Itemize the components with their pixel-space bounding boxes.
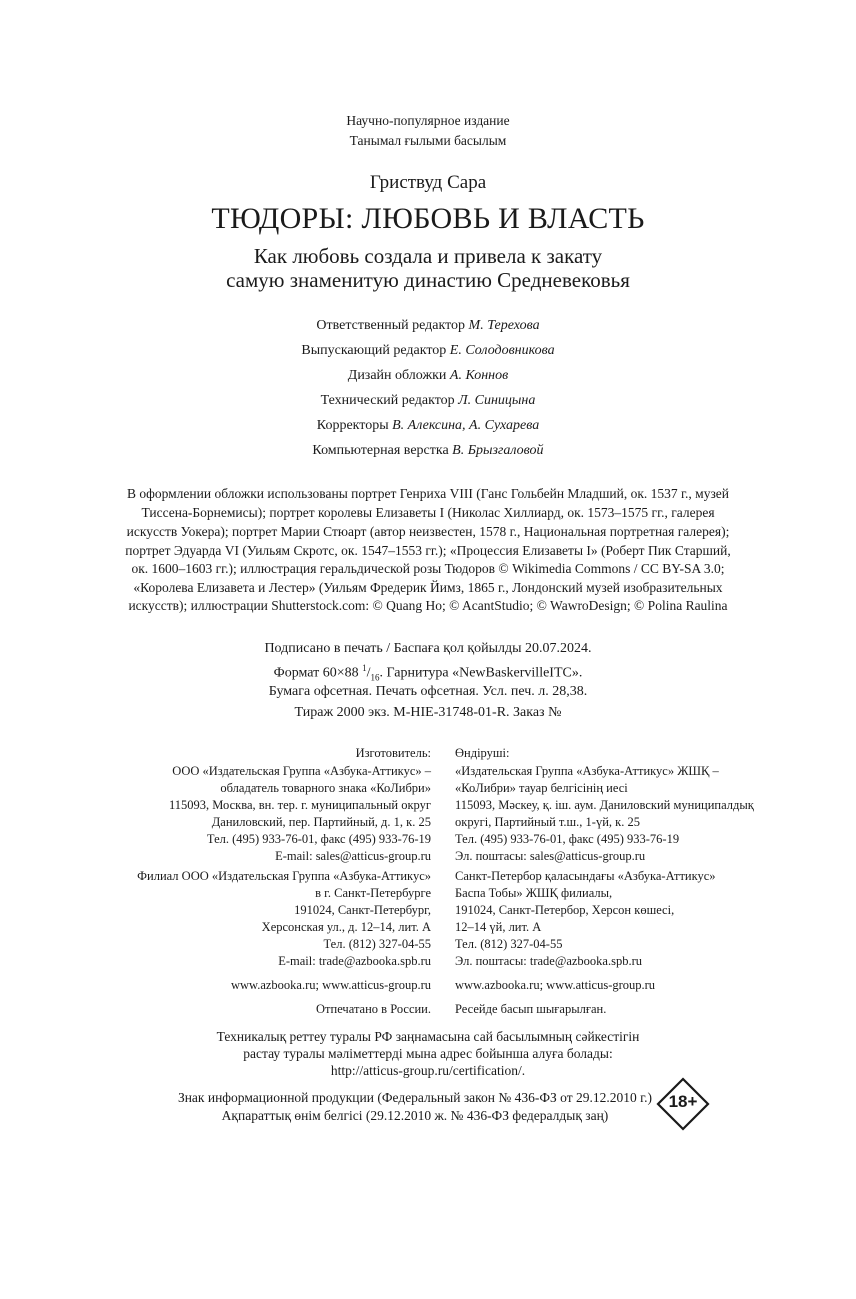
left-col-line: 115093, Москва, вн. тер. г. муниципальный округ	[168, 798, 431, 812]
cover-note-line: Тиссена-Борнемисы); портрет королевы Елизаветы I (Николас Хиллиард, ок. 1573–1575 гг., галерея	[141, 505, 715, 520]
left-col-line: E-mail: sales@atticus-group.ru	[275, 849, 431, 863]
format-denominator: 16	[370, 672, 380, 683]
right-col-line: «Издательская Группа «Азбука-Аттикус» ЖШҚ –	[455, 764, 719, 778]
right-col-line: Санкт-Петербор қаласындағы «Азбука-Аттикус»	[455, 869, 716, 883]
left-col-line: Тел. (812) 327-04-55	[323, 937, 431, 951]
right-col-line: 191024, Санкт-Петербор, Херсон көшесі,	[455, 903, 675, 917]
credit-role: Технический редактор	[320, 393, 455, 408]
print-run: Тираж 2000 экз. М-HIE-31748-01-R. Заказ №	[294, 705, 562, 720]
left-col-line: ООО «Издательская Группа «Азбука-Аттикус» –	[172, 764, 431, 778]
credit-role: Дизайн обложки	[347, 368, 447, 383]
info-sign-line: Ақпараттық өнім белгісі (29.12.2010 ж. № 436-ФЗ федералдық заң)	[221, 1108, 609, 1123]
info-sign-line: Знак информационной продукции (Федеральный закон № 436-ФЗ от 29.12.2010 г.)	[177, 1090, 653, 1105]
credit-person: М. Терехова	[468, 318, 540, 333]
certification-line: растау туралы мәліметтерді мына адрес бойынша алуға болады:	[243, 1046, 613, 1061]
credit-role: Корректоры	[316, 418, 389, 433]
credit-person: В. Алексина, А. Сухарева	[392, 418, 540, 433]
credit-person: В. Брызгаловой	[452, 443, 544, 458]
cover-note-line: искусств); иллюстрации Shutterstock.com: © Quang Ho; © AcantStudio; © WawroDesign; © Polina Raulina	[128, 598, 728, 613]
left-col-line: Херсонская ул., д. 12–14, лит. А	[261, 920, 431, 934]
format-numerator: 1	[362, 663, 367, 673]
print-signed: Подписано в печать / Баспаға қол қойылды 20.07.2024.	[264, 641, 592, 656]
credit-line	[0, 318, 856, 334]
left-col-line: в г. Санкт-Петербурге	[315, 886, 431, 900]
left-col-line: Отпечатано в России.	[316, 1002, 431, 1016]
credit-role: Ответственный редактор	[316, 318, 466, 333]
cover-note-line: В оформлении обложки использованы портрет Генриха VIII (Ганс Гольбейн Младший, ок. 1537 г., музей	[126, 486, 730, 501]
print-format: Формат 60×88 $^1/_{16}$. Гарнитура «NewBaskervilleITC».	[273, 663, 583, 683]
cover-note-line: искусств Уокера); портрет Марии Стюарт (автор неизвестен, 1578 г., Национальная портретная галерея);	[126, 524, 730, 539]
cover-note-line: портрет Эдуарда VI (Уильям Скротс, ок. 1547–1553 гг.); «Процессия Елизаветы I» (Роберт Пик Старший,	[125, 543, 731, 558]
right-col-line: 12–14 үй, лит. А	[455, 920, 542, 934]
book-subtitle-line2: самую знаменитую династию Средневековья	[226, 268, 630, 292]
right-col-line: Тел. (495) 933-76-01, факс (495) 933-76-19	[455, 832, 680, 846]
author-name: Гриствуд Сара	[369, 172, 487, 193]
right-col-line: 115093, Мәскеу, қ. іш. аум. Даниловский муниципалдық	[455, 798, 754, 812]
credit-role: Выпускающий редактор	[301, 343, 447, 358]
left-col-line: Филиал ООО «Издательская Группа «Азбука-Аттикус»	[137, 869, 431, 883]
format-prefix: Формат 60×88	[273, 665, 363, 681]
age-rating-label: 18+	[668, 1092, 698, 1111]
right-col-line: Эл. поштасы: trade@azbooka.spb.ru	[455, 954, 643, 968]
right-col-line: Өндіруші:	[455, 746, 510, 760]
credit-line	[0, 393, 856, 409]
credit-line	[0, 418, 856, 434]
left-col-line: E-mail: trade@azbooka.spb.ru	[278, 954, 431, 968]
right-col-line: Ресейде басып шығарылған.	[455, 1002, 607, 1016]
certification-url: http://atticus-group.ru/certification/.	[330, 1063, 526, 1078]
right-col-line: «КоЛибри» тауар белгісінің иесі	[455, 781, 628, 795]
left-col-line: Даниловский, пер. Партийный, д. 1, к. 25	[211, 815, 431, 829]
cover-note-line: «Королева Елизавета и Лестер» (Уильям Фредерик Йимз, 1865 г., Лондонский музей изобразительных	[133, 580, 723, 595]
left-col-line: www.azbooka.ru; www.atticus-group.ru	[230, 978, 431, 992]
certification-line: Техникалық реттеу туралы РФ заңнамасына сай басылымның сәйкестігін	[216, 1029, 640, 1044]
left-col-line: Изготовитель:	[355, 746, 431, 760]
right-col-line: округі, Партийный т.ш., 1-үй, к. 25	[455, 815, 640, 829]
credit-person: Л. Синицына	[458, 393, 536, 408]
credit-line	[0, 343, 856, 359]
print-paper: Бумага офсетная. Печать офсетная. Усл. печ. л. 28,38.	[268, 684, 588, 699]
right-col-line: Баспа Тобы» ЖШҚ филиалы,	[455, 886, 613, 900]
credit-person: Е. Солодовникова	[449, 343, 555, 358]
left-col-line: Тел. (495) 933-76-01, факс (495) 933-76-19	[206, 832, 431, 846]
right-col-line: Тел. (812) 327-04-55	[455, 937, 563, 951]
left-col-line: обладатель товарного знака «КоЛибри»	[220, 781, 431, 795]
credit-line	[0, 443, 856, 459]
right-col-line: www.azbooka.ru; www.atticus-group.ru	[455, 978, 656, 992]
cover-note-line: ок. 1600–1603 гг.); иллюстрация геральдической розы Тюдоров © Wikimedia Commons / CC BY-SA 3.0;	[131, 561, 725, 576]
left-col-line: 191024, Санкт-Петербург,	[294, 903, 431, 917]
right-col-line: Эл. поштасы: sales@atticus-group.ru	[455, 849, 646, 863]
credit-line	[0, 368, 856, 384]
book-subtitle-line1: Как любовь создала и привела к закату	[253, 244, 603, 268]
edition-type: Научно-популярное издание	[346, 113, 510, 128]
credit-person: А. Коннов	[449, 368, 509, 383]
format-suffix: . Гарнитура «NewBaskervilleITC».	[379, 665, 583, 681]
edition-type-kazakh: Танымал ғылыми басылым	[349, 133, 507, 148]
book-title: ТЮДОРЫ: ЛЮБОВЬ И ВЛАСТЬ	[211, 202, 645, 235]
credit-role: Компьютерная верстка	[312, 443, 449, 458]
